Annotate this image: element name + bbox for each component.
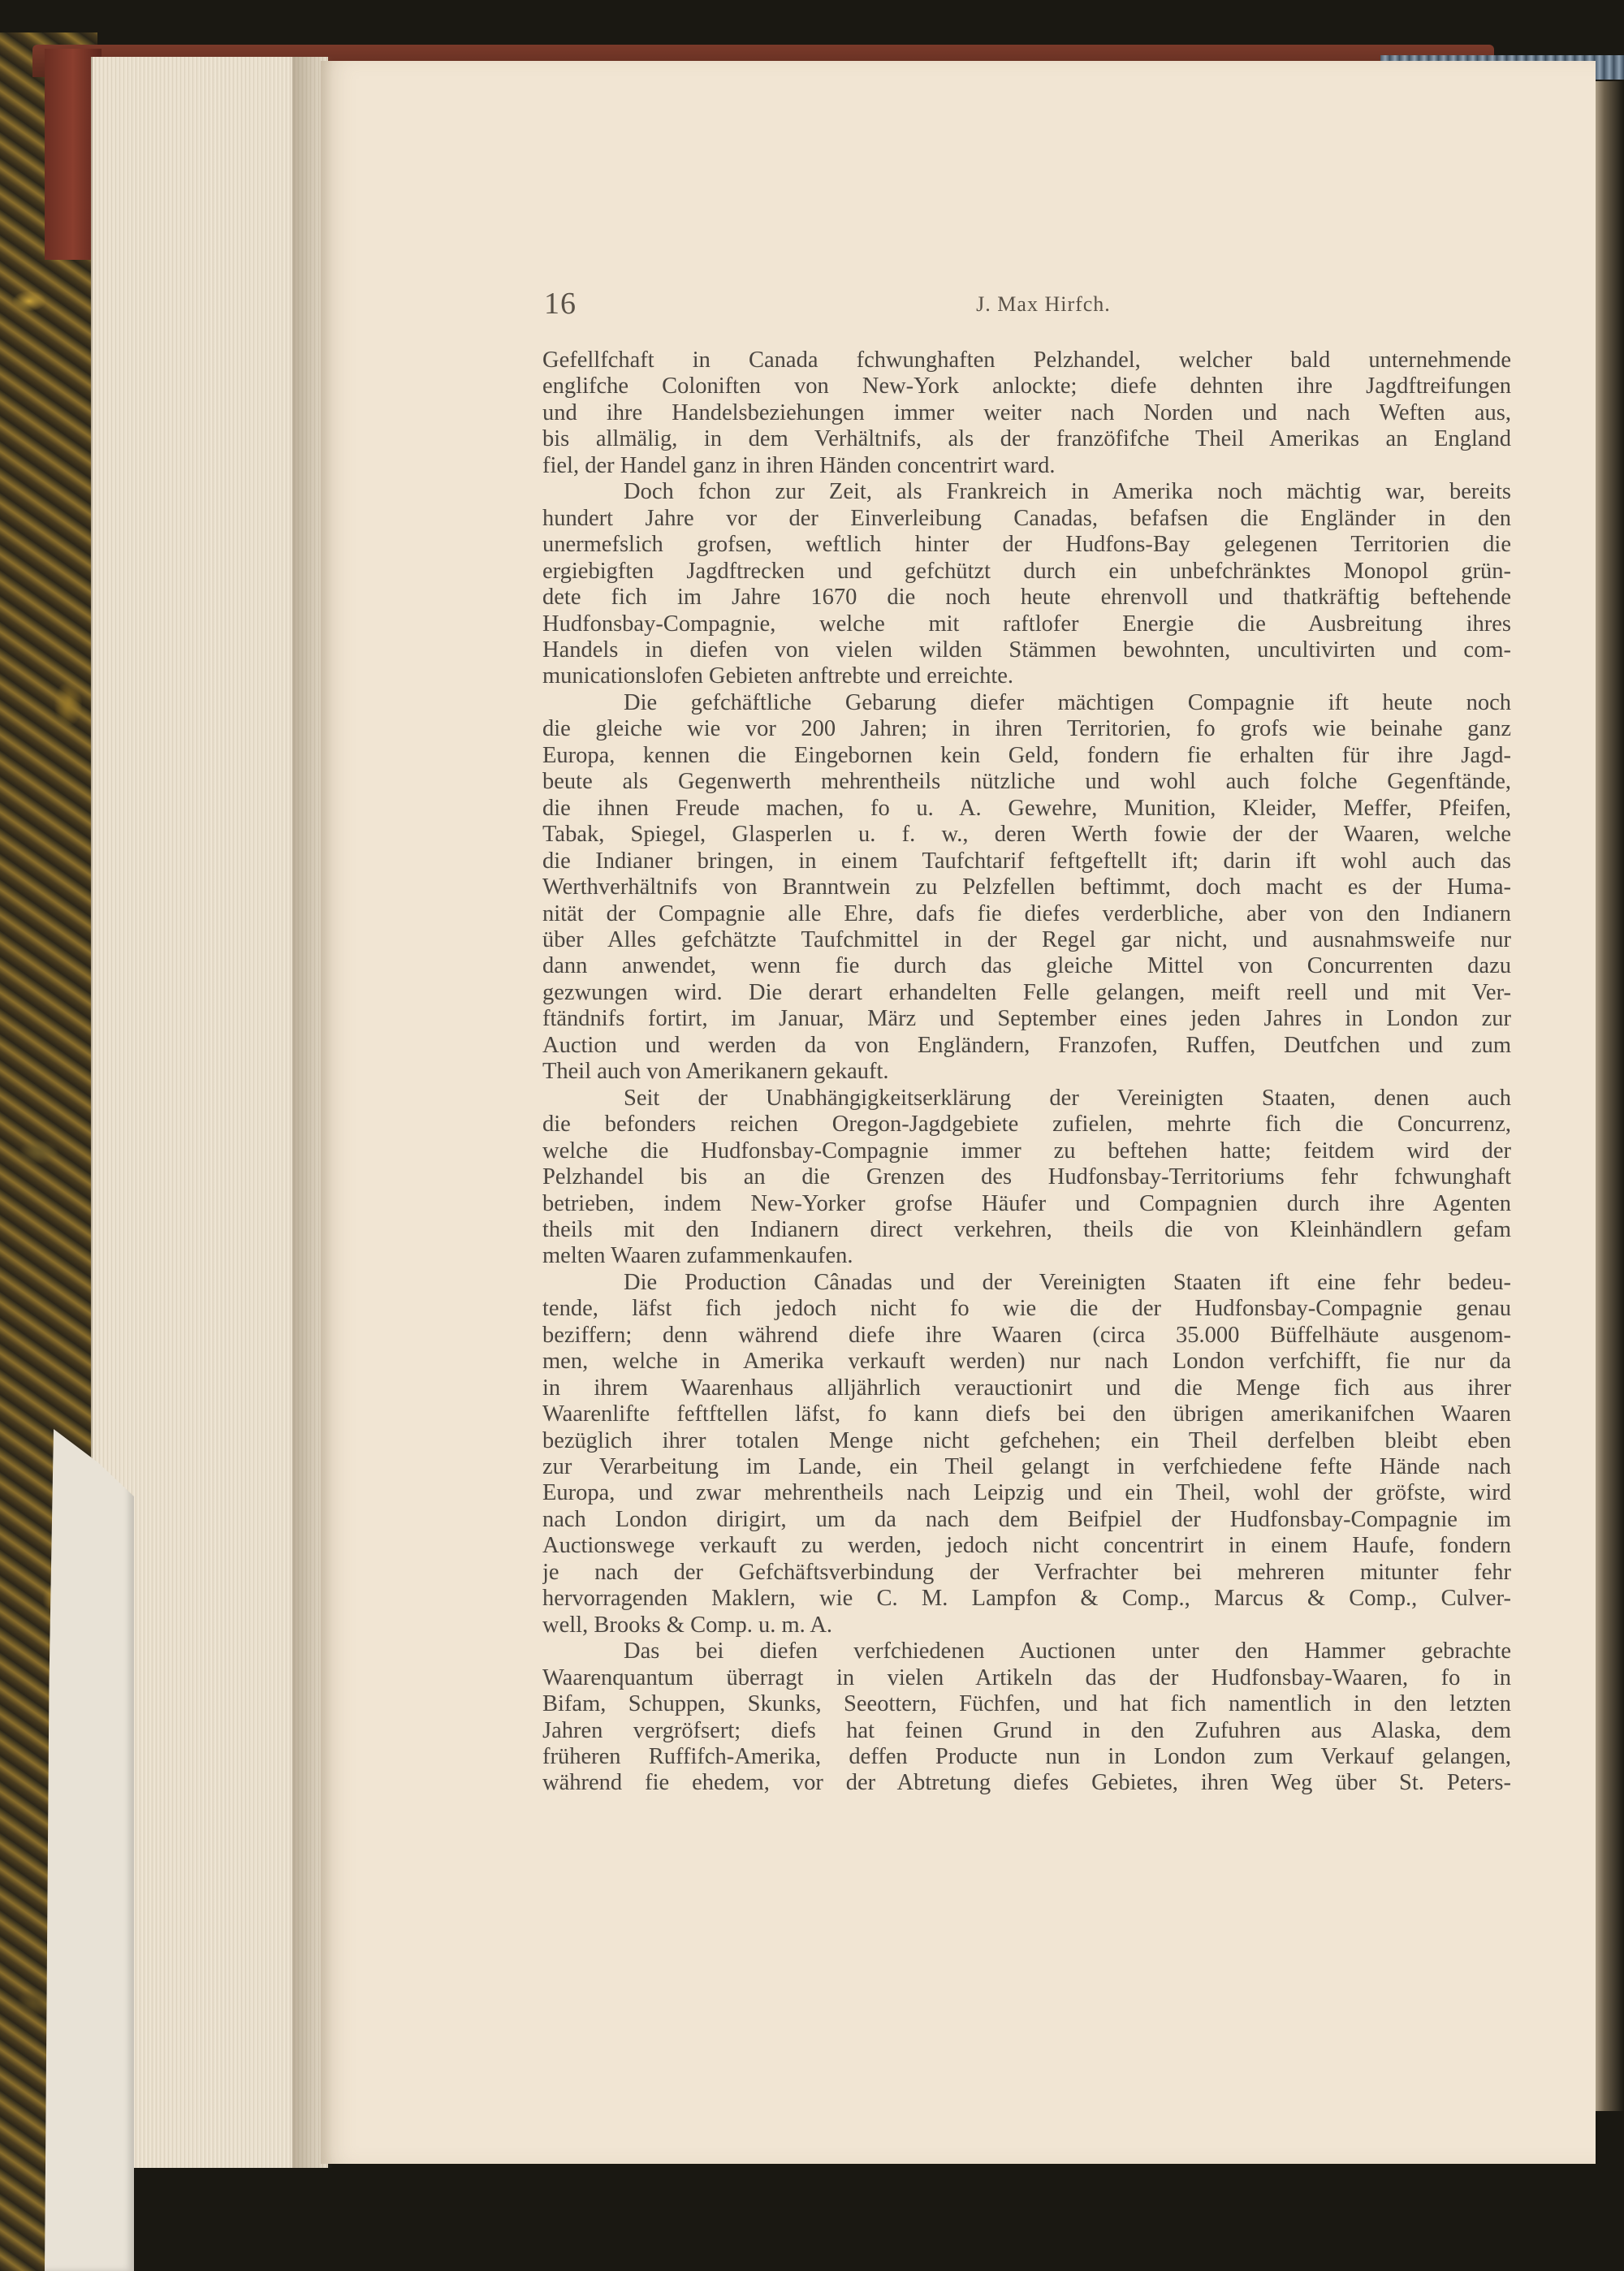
text-line: Handels in diefen von vielen wilden Stämmen bewohnten, uncultivirten und com-	[542, 637, 1511, 663]
text-line: Waarenquantum überragt in vielen Artikeln das der Hudfonsbay-Waaren, fo in	[542, 1664, 1511, 1690]
text-line: englifche Coloniften von New-York anlockte; diefe dehnten ihre Jagdftreifungen	[542, 373, 1511, 399]
running-head: J. Max Hirfch.	[976, 292, 1111, 316]
text-line: je nach der Gefchäftsverbindung der Verfrachter bei mehreren mitunter fehr	[542, 1559, 1511, 1585]
text-line: Europa, kennen die Eingebornen kein Geld, fondern fie erhalten für ihre Jagd-	[542, 742, 1511, 768]
text-line: die ihnen Freude machen, fo u. A. Gewehre, Munition, Kleider, Meffer, Pfeifen,	[542, 795, 1511, 821]
text-line: Jahren vergröfsert; diefs hat feinen Grund in den Zufuhren aus Alaska, dem	[542, 1717, 1511, 1743]
text-line: bis allmälig, in dem Verhältnifs, als der franzöfifche Theil Amerikas an England	[542, 426, 1511, 452]
text-line: die befonders reichen Oregon-Jagdgebiete zufielen, mehrte fich die Concurrenz,	[542, 1112, 1511, 1138]
text-line: well, Brooks & Comp. u. m. A.	[542, 1612, 833, 1638]
text-line: melten Waaren zufammenkaufen.	[542, 1243, 853, 1269]
text-line: in ihrem Waarenhaus alljährlich verauctionirt und die Menge fich aus ihrer	[542, 1375, 1511, 1401]
text-line: tende, läfst fich jedoch nicht fo wie die der Hudfonsbay-Compagnie genau	[542, 1296, 1511, 1322]
text-line: Das bei diefen verfchiedenen Auctionen unter den Hammer gebrachte	[624, 1638, 1511, 1664]
text-line: nität der Compagnie alle Ehre, dafs fie diefes verderbliche, aber von den Indianern	[542, 900, 1511, 926]
text-line: municationslofen Gebieten anftrebte und erreichte.	[542, 663, 1014, 689]
text-line: ergiebigften Jagdftrecken und gefchützt durch ein unbefchränktes Monopol grün-	[542, 558, 1511, 584]
text-line: die gleiche wie vor 200 Jahren; in ihren Territorien, fo grofs wie beinahe ganz	[542, 716, 1511, 742]
text-line: Die Production Cânadas und der Vereinigten Staaten ift eine fehr bedeu-	[624, 1269, 1511, 1295]
text-line: Seit der Unabhängigkeitserklärung der Vereinigten Staaten, denen auch	[624, 1085, 1511, 1111]
text-line: beziffern; denn während diefe ihre Waaren (circa 35.000 Büffelhäute ausgenom-	[542, 1322, 1511, 1348]
text-line: während fie ehedem, vor der Abtretung diefes Gebietes, ihren Weg über St. Peters-	[542, 1770, 1511, 1796]
right-page-edge	[1592, 81, 1624, 2111]
text-line: unermefslich grofsen, weftlich hinter der Hudfons-Bay gelegenen Territorien die	[542, 532, 1511, 558]
text-line: früheren Ruffifch-Amerika, deffen Producte nun in London zum Verkauf gelangen,	[542, 1744, 1511, 1770]
text-line: gezwungen wird. Die derart erhandelten Felle gelangen, meift reell und mit Ver-	[542, 979, 1511, 1005]
text-line: men, welche in Amerika verkauft werden) nur nach London verfchifft, fie nur da	[542, 1349, 1511, 1375]
text-line: betrieben, indem New-Yorker grofse Häufer und Compagnien durch ihre Agenten	[542, 1190, 1511, 1216]
text-line: bezüglich ihrer totalen Menge nicht gefchehen; ein Theil derfelben bleibt eben	[542, 1427, 1511, 1453]
text-line: Doch fchon zur Zeit, als Frankreich in Amerika noch mächtig war, bereits	[624, 479, 1511, 505]
text-line: theils mit den Indianern direct verkehren, theils die von Kleinhändlern gefam	[542, 1216, 1511, 1242]
text-line: die Indianer bringen, in einem Taufchtarif feftgeftellt ift; darin ift wohl auch das	[542, 848, 1511, 874]
text-line: Tabak, Spiegel, Glasperlen u. f. w., deren Werth fowie der der Waaren, welche	[542, 822, 1511, 848]
text-line: dann anwendet, wenn fie durch das gleiche Mittel von Concurrenten dazu	[542, 953, 1511, 979]
text-line: fiel, der Handel ganz in ihren Händen concentrirt ward.	[542, 452, 1056, 478]
text-line: nach London dirigirt, um da nach dem Beifpiel der Hudfonsbay-Compagnie im	[542, 1506, 1511, 1532]
text-line: Europa, und zwar mehrentheils nach Leipzig und ein Theil, wohl der gröfste, wird	[542, 1480, 1511, 1506]
text-line: über Alles gefchätzte Taufchmittel in der Regel gar nicht, und ausnahmsweife nur	[542, 926, 1511, 952]
page-header	[544, 286, 1543, 326]
text-line: Theil auch von Amerikanern gekauft.	[542, 1059, 889, 1085]
page-gutter-shadow	[292, 57, 333, 2168]
text-line: Bifam, Schuppen, Skunks, Seeottern, Füchfen, und hat fich namentlich in den letzten	[542, 1691, 1511, 1717]
text-line: dete fich im Jahre 1670 die noch heute ehrenvoll und thatkräftig beftehende	[542, 585, 1511, 611]
text-line: Hudfonsbay-Compagnie, welche mit raftlofer Energie die Ausbreitung ihres	[542, 611, 1511, 637]
text-line: zur Verarbeitung im Lande, ein Theil gelangt in verfchiedene fefte Hände nach	[542, 1454, 1511, 1480]
text-line: Gefellfchaft in Canada fchwunghaften Pelzhandel, welcher bald unternehmende	[542, 348, 1511, 373]
text-line: und ihre Handelsbeziehungen immer weiter nach Norden und nach Weften aus,	[542, 399, 1511, 425]
page-number: 16	[544, 287, 577, 321]
torn-paper-slip	[45, 1429, 134, 2271]
text-line: welche die Hudfonsbay-Compagnie immer zu beftehen hatte; feitdem wird der	[542, 1138, 1511, 1164]
text-line: hervorragenden Maklern, wie C. M. Lampfon & Comp., Marcus & Comp., Culver-	[542, 1586, 1511, 1612]
body-text	[542, 348, 1511, 1797]
text-line: beute als Gegenwerth mehrentheils nützliche und wohl auch folche Gegenftände,	[542, 769, 1511, 795]
text-line: Auction und werden da von Engländern, Franzofen, Ruffen, Deutfchen und zum	[542, 1032, 1511, 1058]
text-line: Waarenlifte feftftellen läfst, fo kann diefs bei den übrigen amerikanifchen Waaren	[542, 1401, 1511, 1427]
text-line: Die gefchäftliche Gebarung diefer mächtigen Compagnie ift heute noch	[624, 689, 1511, 715]
text-line: Werthverhältnifs von Branntwein zu Pelzfellen beftimmt, doch macht es der Huma-	[542, 874, 1511, 900]
text-line: Pelzhandel bis an die Grenzen des Hudfonsbay-Territoriums fehr fchwunghaft	[542, 1164, 1511, 1190]
text-line: Auctionswege verkauft zu werden, jedoch nicht concentrirt in einem Haufe, fondern	[542, 1533, 1511, 1559]
text-line: ftändnifs fortirt, im Januar, März und September eines jeden Jahres in London zur	[542, 1006, 1511, 1032]
text-line: hundert Jahre vor der Einverleibung Canadas, befafsen die Engländer in den	[542, 505, 1511, 531]
